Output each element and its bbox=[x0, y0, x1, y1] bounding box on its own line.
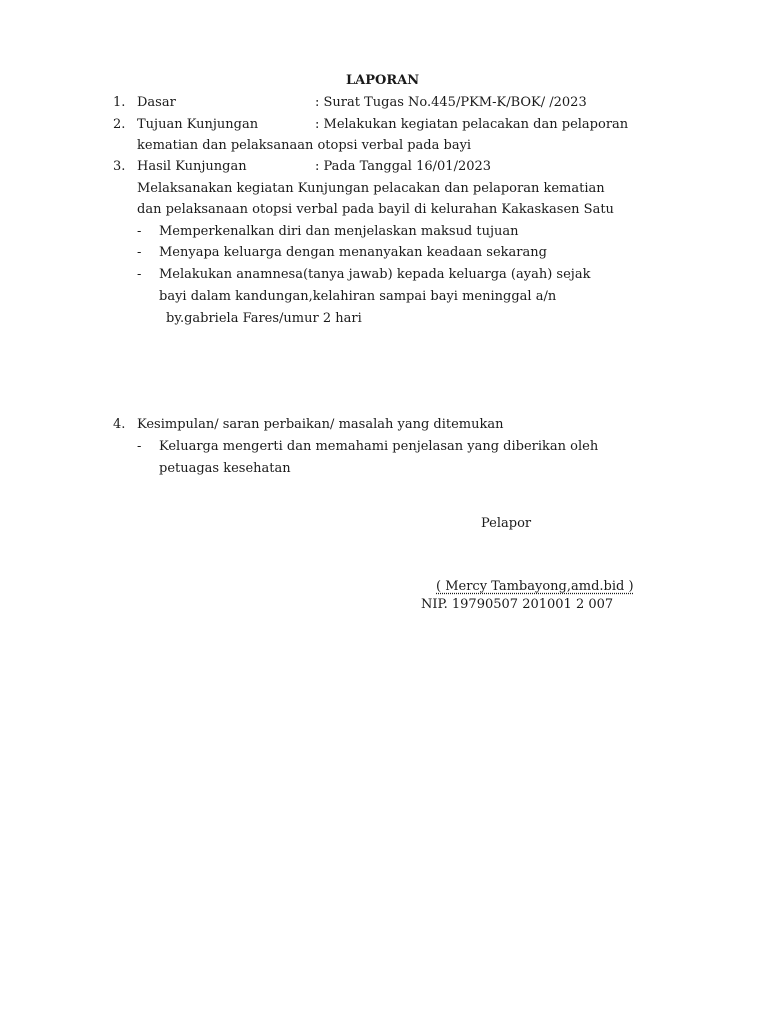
item2-label: Tujuan Kunjungan bbox=[137, 117, 259, 132]
item4-number: 4. bbox=[113, 417, 126, 432]
item1-number: 1. bbox=[113, 95, 126, 110]
item1-value: : Surat Tugas No.445/PKM-K/BOK/ /2023 bbox=[315, 95, 587, 110]
bullet-dash: - bbox=[137, 439, 142, 454]
bullet-text-continuation: petuagas kesehatan bbox=[159, 461, 291, 476]
bullet-dash: - bbox=[137, 224, 142, 239]
signature-role: Pelapor bbox=[481, 516, 532, 531]
item3-paragraph-line2: dan pelaksanaan otopsi verbal pada bayil di kelurahan Kakaskasen Satu bbox=[137, 202, 614, 217]
bullet-text: Keluarga mengerti dan memahami penjelasan yang diberikan oleh bbox=[159, 439, 599, 454]
bullet-dash: - bbox=[137, 267, 142, 282]
bullet-text: Memperkenalkan diri dan menjelaskan maksud tujuan bbox=[159, 224, 519, 239]
item2-value: : Melakukan kegiatan pelacakan dan pelaporan bbox=[315, 117, 629, 132]
item4-label: Kesimpulan/ saran perbaikan/ masalah yang ditemukan bbox=[137, 417, 504, 432]
item1-label: Dasar bbox=[137, 95, 176, 110]
bullet-text-continuation: bayi dalam kandungan,kelahiran sampai bayi meninggal a/n bbox=[159, 289, 557, 304]
signature-name: ( Mercy Tambayong,amd.bid ) bbox=[436, 579, 634, 594]
item2-number: 2. bbox=[113, 117, 126, 132]
bullet-dash: - bbox=[137, 245, 142, 260]
bullet-text: Menyapa keluarga dengan menanyakan keadaan sekarang bbox=[159, 245, 547, 260]
item3-number: 3. bbox=[113, 159, 126, 174]
bullet-text-continuation: by.gabriela Fares/umur 2 hari bbox=[166, 311, 362, 326]
item2-continuation: kematian dan pelaksanaan otopsi verbal pada bayi bbox=[137, 138, 472, 153]
item3-paragraph-line1: Melaksanakan kegiatan Kunjungan pelacakan dan pelaporan kematian bbox=[137, 181, 605, 196]
bullet-text: Melakukan anamnesa(tanya jawab) kepada keluarga (ayah) sejak bbox=[159, 267, 591, 282]
signature-nip: NIP. 19790507 201001 2 007 bbox=[421, 597, 614, 612]
item3-value: : Pada Tanggal 16/01/2023 bbox=[315, 159, 492, 174]
document-title: LAPORAN bbox=[346, 73, 420, 88]
item3-label: Hasil Kunjungan bbox=[137, 159, 247, 174]
